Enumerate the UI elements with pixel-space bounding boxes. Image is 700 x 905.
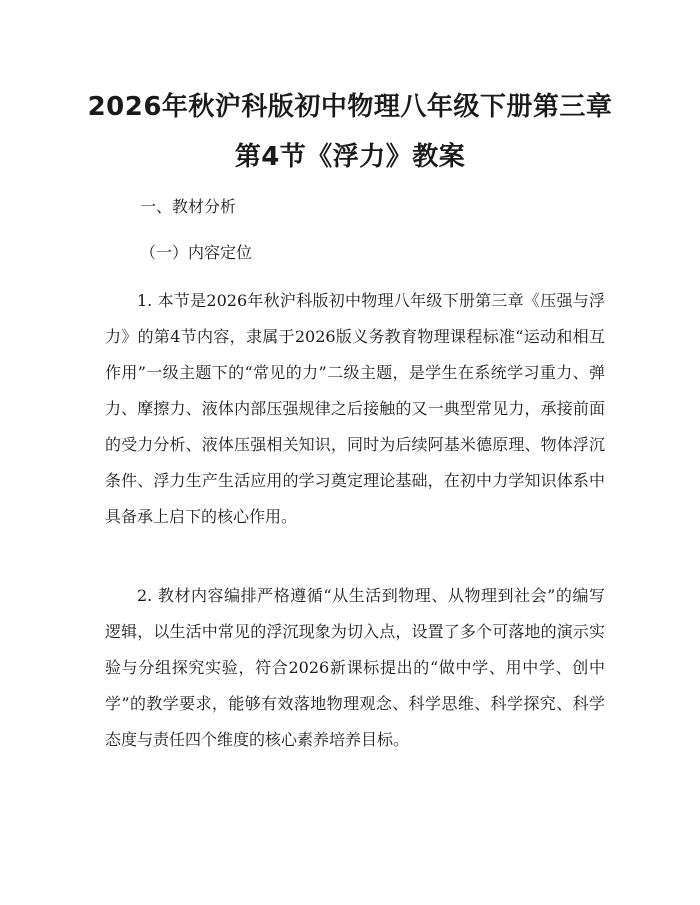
subsection-heading: （一）内容定位 (140, 243, 253, 262)
document-title-line-1: 2026年秋沪科版初中物理八年级下册第三章 (87, 92, 613, 122)
section-heading: 一、教材分析 (140, 197, 237, 216)
paragraph-2: 2. 教材内容编排严格遵循“从生活到物理、从物理到社会”的编写逻辑，以生活中常见的浮沉现象为切入点，设置了多个可落地的演示实验与分组探究实验，符合2026新课标提出的“做中学、用中学、创中学”的教学要求，能够有效落地物理观念、科学思维、科学探究、科学态度与责任四个维度的核心素养培养目标。 (105, 586, 605, 749)
document-title-line-2: 第4节《浮力》教案 (234, 142, 466, 172)
paragraph-1: 1. 本节是2026年秋沪科版初中物理八年级下册第三章《压强与浮力》的第4节内容，隶属于2026版义务教育物理课程标准“运动和相互作用”一级主题下的“常见的力”二级主题，是学生在系统学习重力、弹力、摩擦力、液体内部压强规律之后接触的又一典型常见力，承接前面的受力分析、液体压强相关知识，同时为后续阿基米德原理、物体浮沉条件、浮力生产生活应用的学习奠定理论基础，在初中力学知识体系中具备承上启下的核心作用。 (105, 291, 605, 526)
